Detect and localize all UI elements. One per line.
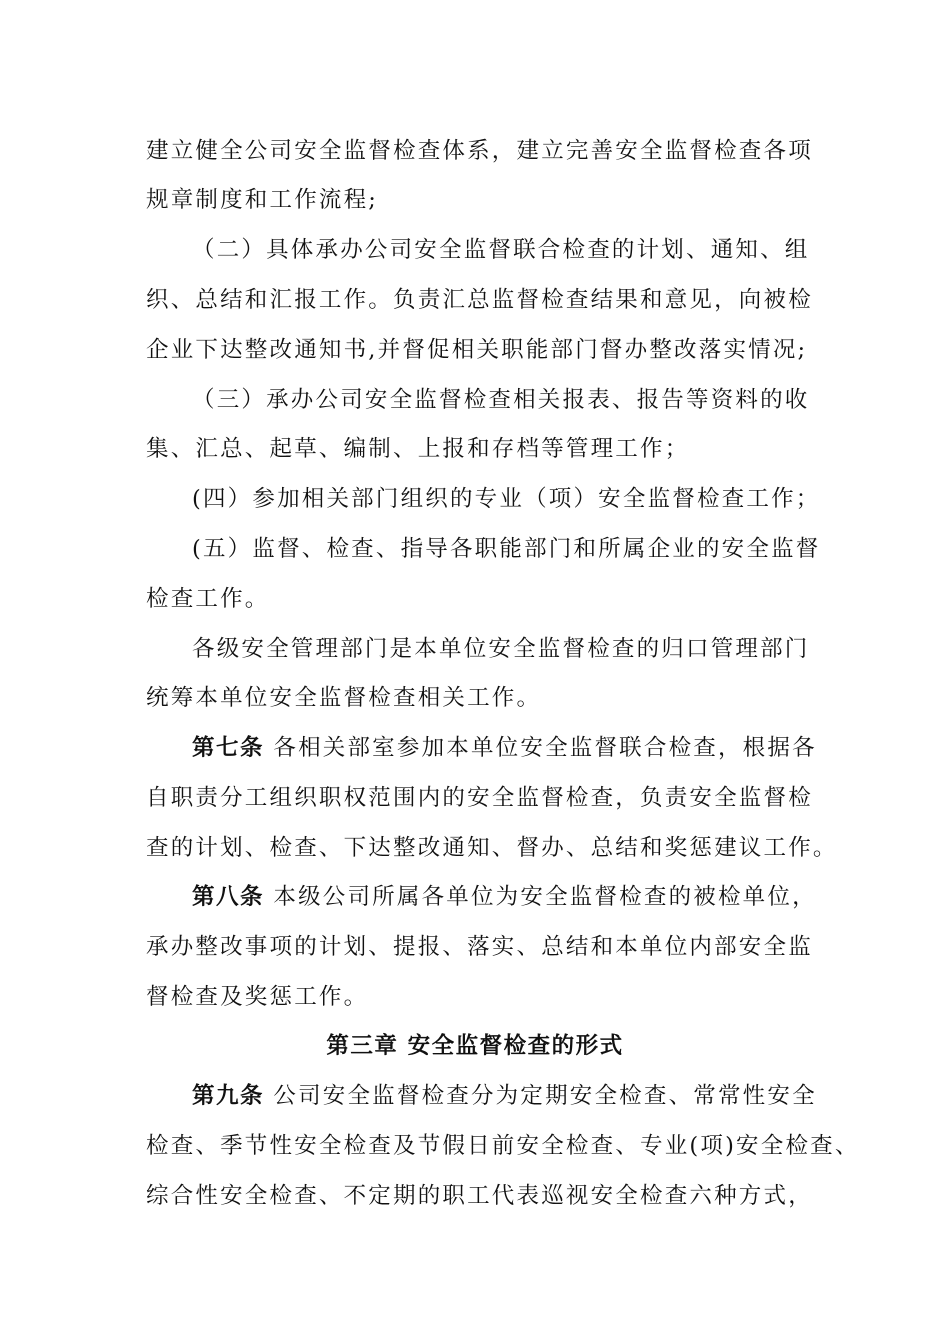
paragraph-line: 统筹本单位安全监督检查相关工作。 (146, 685, 542, 711)
paragraph-line: 自职责分工组织职权范围内的安全监督检查，负责安全监督检 (146, 785, 813, 811)
paragraph-line: 综合性安全检查、不定期的职工代表巡视安全检查六种方式， (146, 1183, 813, 1209)
paragraph-line: 规章制度和工作流程; (146, 187, 379, 213)
article-7-label: 第七条 (192, 735, 265, 761)
article-8-label: 第八条 (192, 884, 265, 910)
chapter-heading: 第三章 安全监督检查的形式 (326, 1033, 624, 1059)
paragraph-line: 检查工作。 (146, 586, 270, 612)
paragraph-line: (五）监督、检查、指导各职能部门和所属企业的安全监督 (192, 536, 821, 562)
article-9-text: 公司安全监督检查分为定期安全检查、常常性安全 (273, 1083, 817, 1109)
paragraph-line: 查的计划、检查、下达整改通知、督办、总结和奖惩建议工作。 (146, 835, 838, 861)
article-9-line (192, 1081, 817, 1111)
paragraph-line: 检查、季节性安全检查及节假日前安全检查、专业(项)安全检查、 (146, 1133, 860, 1159)
paragraph-line: 织、总结和汇报工作。负责汇总监督检查结果和意见，向被检 (146, 287, 813, 313)
article-7-line (192, 733, 817, 763)
article-7-text: 各相关部室参加本单位安全监督联合检查，根据各 (273, 735, 817, 761)
paragraph-line: 集、汇总、起草、编制、上报和存档等管理工作； (146, 436, 690, 462)
paragraph-line: 各级安全管理部门是本单位安全监督检查的归口管理部门 (192, 636, 810, 662)
paragraph-line: （三）承办公司安全监督检查相关报表、报告等资料的收 (192, 387, 810, 413)
paragraph-line: （二）具体承办公司安全监督联合检查的计划、通知、组 (192, 237, 810, 263)
paragraph-line: (四）参加相关部门组织的专业（项）安全监督检查工作； (192, 486, 821, 512)
paragraph-line: 承办整改事项的计划、提报、落实、总结和本单位内部安全监 (146, 934, 813, 960)
article-8-text: 本级公司所属各单位为安全监督检查的被检单位， (273, 884, 817, 910)
article-9-label: 第九条 (192, 1083, 265, 1109)
paragraph-line: 建立健全公司安全监督检查体系，建立完善安全监督检查各项 (146, 138, 813, 164)
paragraph-line: 督检查及奖惩工作。 (146, 984, 369, 1010)
paragraph-line: 企业下达整改通知书,并督促相关职能部门督办整改落实情况; (146, 337, 808, 363)
article-8-line (192, 882, 817, 912)
